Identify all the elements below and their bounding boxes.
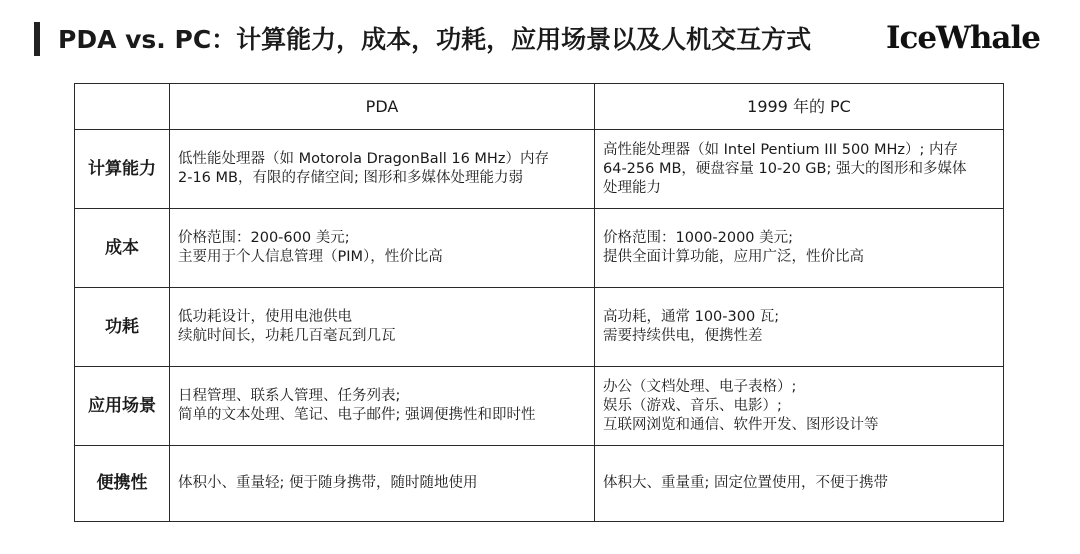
cell-line: 娱乐（游戏、音乐、电影）; (603, 397, 782, 414)
row-label: 成本 (75, 209, 170, 288)
slide-header (0, 0, 1080, 80)
pc-cell (595, 446, 1004, 522)
header-cell-pda: PDA (170, 84, 595, 130)
cell-line: 处理能力 (603, 179, 661, 196)
cell-line: 主要用于个人信息管理（PIM），性价比高 (178, 249, 443, 265)
cell-line: 2-16 MB，有限的存储空间; 图形和多媒体处理能力弱 (178, 170, 523, 186)
table-row-usecases (75, 367, 1004, 446)
page-title: PDA vs. PC：计算能力，成本，功耗，应用场景以及人机交互方式 (58, 25, 812, 54)
cell-line: 低性能处理器（如 Motorola DragonBall 16 MHz）内存 (178, 151, 549, 167)
header-cell-empty (75, 84, 170, 130)
cell-line: 办公（文档处理、电子表格）; (603, 378, 797, 395)
row-label: 功耗 (75, 288, 170, 367)
title-accent-bar (34, 22, 40, 56)
header-cell-pc: 1999 年的 PC (595, 84, 1004, 130)
icewhale-logo: IceWhale (885, 20, 1040, 56)
cell-line: 价格范围：200-600 美元; (178, 230, 350, 246)
pc-cell (595, 288, 1004, 367)
cell-line: 简单的文本处理、笔记、电子邮件; 强调便携性和即时性 (178, 407, 536, 423)
cell-line: 需要持续供电，便携性差 (603, 328, 763, 344)
cell-line: 提供全面计算功能，应用广泛，性价比高 (603, 249, 864, 265)
cell-line: 日程管理、联系人管理、任务列表; (178, 388, 401, 404)
table-row-computing (75, 130, 1004, 209)
table-row-portability (75, 446, 1004, 522)
table-row-cost (75, 209, 1004, 288)
cell-line: 低功耗设计，使用电池供电 (178, 309, 352, 325)
comparison-table (74, 83, 1004, 522)
cell-line: 续航时间长，功耗几百毫瓦到几瓦 (178, 328, 396, 344)
cell-line: 互联网浏览和通信、软件开发、图形设计等 (603, 416, 879, 433)
row-label: 应用场景 (75, 367, 170, 446)
pda-cell (170, 130, 595, 209)
pda-cell (170, 367, 595, 446)
pda-cell (170, 446, 595, 522)
table-row-power (75, 288, 1004, 367)
cell-line: 64-256 MB，硬盘容量 10-20 GB; 强大的图形和多媒体 (603, 160, 967, 177)
cell-line: 体积大、重量重; 固定位置使用，不便于携带 (603, 475, 888, 491)
cell-line: 价格范围：1000-2000 美元; (603, 230, 794, 246)
cell-line: 体积小、重量轻; 便于随身携带，随时随地使用 (178, 475, 478, 491)
row-label: 便携性 (75, 446, 170, 522)
pda-cell (170, 209, 595, 288)
pc-cell (595, 367, 1004, 446)
pda-cell (170, 288, 595, 367)
cell-line: 高功耗，通常 100-300 瓦; (603, 309, 780, 325)
cell-line: 高性能处理器（如 Intel Pentium III 500 MHz）; 内存 (603, 141, 959, 158)
pc-cell (595, 130, 1004, 209)
table-header-row (75, 84, 1004, 130)
pc-cell (595, 209, 1004, 288)
row-label: 计算能力 (75, 130, 170, 209)
